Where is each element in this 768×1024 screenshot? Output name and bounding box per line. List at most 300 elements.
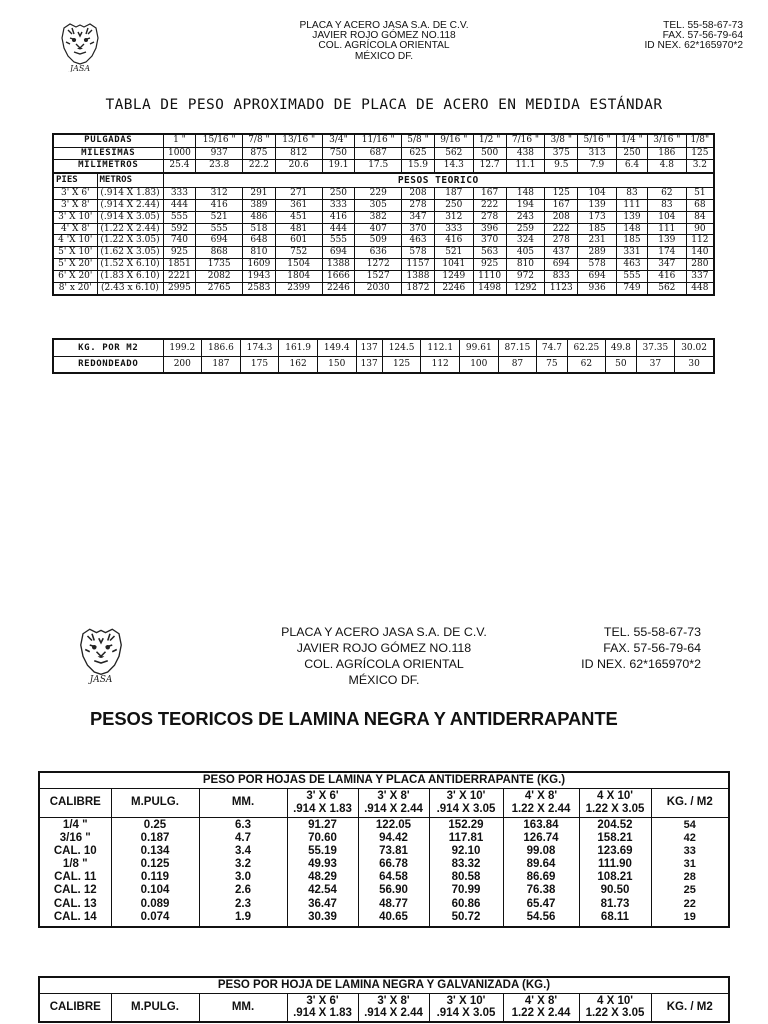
table-cell: 40.65 xyxy=(379,910,408,923)
table-cell: 50 xyxy=(606,356,636,373)
table-cell: 416 xyxy=(647,271,686,283)
row-label-pulgadas: PULGADAS xyxy=(53,134,163,147)
table-cell: 124.5 xyxy=(382,339,421,356)
table-cell: 48.77 xyxy=(379,897,408,910)
size-header xyxy=(287,993,358,1022)
table-cell: 62.25 xyxy=(567,339,606,356)
table-cell: 361 xyxy=(275,199,322,211)
size-header-line: 3' X 6' xyxy=(306,994,339,1007)
table-cell: 149.4 xyxy=(317,339,356,356)
table-cell: 62 xyxy=(567,356,606,373)
table-cell: 521 xyxy=(434,247,473,259)
table-cell: 312 xyxy=(434,211,473,223)
table-cell: 42 xyxy=(683,831,696,844)
table-cell: 60.86 xyxy=(451,897,481,910)
table-cell: 22.2 xyxy=(243,160,276,173)
table-cell: 1609 xyxy=(243,259,276,271)
table-cell: 83 xyxy=(617,187,648,199)
table-cell: 416 xyxy=(196,199,243,211)
table-cell: 687 xyxy=(355,147,402,160)
table-cell: 625 xyxy=(402,147,435,160)
table-cell: 518 xyxy=(243,223,276,235)
table-cell: 167 xyxy=(473,187,506,199)
table3-title: PESOS TEORICOS DE LAMINA NEGRA Y ANTIDERRAPANTE xyxy=(90,708,618,729)
table-cell: 185 xyxy=(578,223,617,235)
table-cell: 3.0 xyxy=(235,871,251,884)
table-cell: 1/8 " xyxy=(62,858,88,871)
table-cell: 33 xyxy=(683,844,696,857)
table-cell: 382 xyxy=(355,211,402,223)
table-cell: 51 xyxy=(686,187,714,199)
table-cell: 648 xyxy=(243,235,276,247)
table-cell: 4.7 xyxy=(235,831,251,844)
column-mm xyxy=(199,817,287,927)
pies-cell: 4 'X 10' xyxy=(53,235,97,247)
table-cell: 289 xyxy=(578,247,617,259)
table-cell: 108.21 xyxy=(597,871,633,884)
table-cell: 7.9 xyxy=(578,160,617,173)
pies-cell: 3' X 6' xyxy=(53,187,97,199)
table-cell: 194 xyxy=(506,199,545,211)
header-row-pulgadas xyxy=(53,134,714,147)
table-cell: 740 xyxy=(163,235,196,247)
table-cell: 333 xyxy=(322,199,355,211)
table-cell: 89.64 xyxy=(526,858,556,871)
table-cell: 0.089 xyxy=(140,897,170,910)
table-cell: 1292 xyxy=(506,283,545,295)
table-cell: 1666 xyxy=(322,271,355,283)
row-label-milesimas: MILESIMAS xyxy=(53,147,163,160)
row-kg xyxy=(53,339,714,356)
table-cell: 125 xyxy=(545,187,578,199)
table-cell: 243 xyxy=(506,211,545,223)
table-row xyxy=(53,223,714,235)
table-cell: 2399 xyxy=(275,283,322,295)
table-cell: 140 xyxy=(686,247,714,259)
size-header xyxy=(429,788,503,817)
table-cell: 76.38 xyxy=(526,884,556,897)
table-cell: 694 xyxy=(196,235,243,247)
size-header-line: .914 X 3.05 xyxy=(436,1007,496,1020)
table-row xyxy=(53,211,714,223)
table-cell: 416 xyxy=(322,211,355,223)
table-cell: 173 xyxy=(578,211,617,223)
table-cell: 463 xyxy=(402,235,435,247)
size-header xyxy=(503,788,579,817)
pies-cell: 5' X 20' xyxy=(53,259,97,271)
table-cell: 3/4" xyxy=(322,134,355,147)
table-cell: 11/16 " xyxy=(355,134,402,147)
table-cell: 333 xyxy=(163,187,196,199)
table-cell: 175 xyxy=(240,356,279,373)
table-cell: 437 xyxy=(545,247,578,259)
table-cell: 92.10 xyxy=(451,844,481,857)
table-cell: 2.3 xyxy=(235,897,251,910)
table-cell: 15/16 " xyxy=(196,134,243,147)
table-cell: 162 xyxy=(279,356,318,373)
company-tel: TEL. 55-58-67-73 xyxy=(603,625,701,639)
size-header-line: 4 X 10' xyxy=(597,994,633,1007)
table-cell: 812 xyxy=(275,147,322,160)
table-cell: 65.47 xyxy=(526,897,556,910)
table-cell: 1943 xyxy=(243,271,276,283)
table-cell: 749 xyxy=(617,283,648,295)
table-cell: 1388 xyxy=(322,259,355,271)
size-header-line: 1.22 X 3.05 xyxy=(585,802,645,815)
table-cell: 222 xyxy=(545,223,578,235)
tiger-logo-2 xyxy=(74,623,128,685)
size-header xyxy=(429,993,503,1022)
table-cell: 389 xyxy=(243,199,276,211)
size-header xyxy=(579,993,651,1022)
table-cell: 601 xyxy=(275,235,322,247)
pies-cell: 3' X 10' xyxy=(53,211,97,223)
size-header-line: 4' X 8' xyxy=(524,790,558,802)
company-colony: COL. AGRÍCOLA ORIENTAL xyxy=(318,40,450,52)
table-cell: 187 xyxy=(202,356,241,373)
table-cell: 91.27 xyxy=(308,818,337,831)
table-cell: 150 xyxy=(317,356,356,373)
table-cell: 1110 xyxy=(473,271,506,283)
table-cell: 370 xyxy=(402,223,435,235)
table-cell: 3.2 xyxy=(235,858,251,871)
company-fax: FAX. 57-56-79-64 xyxy=(662,30,743,42)
metros-cell: (2.43 x 6.10) xyxy=(97,283,163,295)
company-street: JAVIER ROJO GÓMEZ NO.118 xyxy=(312,30,456,42)
table-cell: 636 xyxy=(355,247,402,259)
table-cell: 68 xyxy=(686,199,714,211)
table-cell: 1272 xyxy=(355,259,402,271)
table-cell: 324 xyxy=(506,235,545,247)
size-header-line: .914 X 3.05 xyxy=(436,802,496,815)
table-cell: 448 xyxy=(686,283,714,295)
kg-per-m2-table xyxy=(52,338,715,374)
table-cell: 25.4 xyxy=(163,160,196,173)
table-cell: 305 xyxy=(355,199,402,211)
table-cell: 481 xyxy=(275,223,322,235)
size-header-line: 1.22 X 3.05 xyxy=(585,1007,645,1020)
table-cell: 337 xyxy=(686,271,714,283)
table-cell: 1123 xyxy=(545,283,578,295)
table-cell: 111 xyxy=(617,199,648,211)
row-redondeado xyxy=(53,356,714,373)
table-cell: 555 xyxy=(196,223,243,235)
pies-cell: 4' X 8' xyxy=(53,223,97,235)
table-cell: 810 xyxy=(506,259,545,271)
table-cell: 54 xyxy=(683,818,696,831)
table-cell: 562 xyxy=(434,147,473,160)
table-cell: 13/16 " xyxy=(275,134,322,147)
table-cell: 49.8 xyxy=(606,339,636,356)
table-cell: 125 xyxy=(382,356,421,373)
company-city: MÉXICO DF. xyxy=(354,50,414,62)
column-header: MM. xyxy=(199,993,287,1022)
table-row xyxy=(53,259,714,271)
table-cell: 0.104 xyxy=(140,884,170,897)
table-cell: 347 xyxy=(647,259,686,271)
table-row xyxy=(53,271,714,283)
table-cell: 1041 xyxy=(434,259,473,271)
company-city: MÉXICO DF. xyxy=(348,673,420,687)
table-cell: 99.08 xyxy=(526,844,556,857)
table-cell: 3.2 xyxy=(686,160,714,173)
size-header-line: 1.22 X 2.44 xyxy=(511,1007,571,1020)
table-cell: 2246 xyxy=(322,283,355,295)
table-cell: 30 xyxy=(675,356,714,373)
header-row-milesimas xyxy=(53,147,714,160)
table-cell: 66.78 xyxy=(379,858,408,871)
column-mpulg xyxy=(111,817,199,927)
table-cell: 1388 xyxy=(402,271,435,283)
size-header xyxy=(358,788,429,817)
table-row xyxy=(53,199,714,211)
table-cell: CAL. 14 xyxy=(53,910,97,923)
table-cell: 111 xyxy=(647,223,686,235)
table-cell: 868 xyxy=(196,247,243,259)
table-cell: 174 xyxy=(647,247,686,259)
svg-text:JASA: JASA xyxy=(69,64,91,72)
table-cell: 126.74 xyxy=(523,831,559,844)
table-cell: 694 xyxy=(545,259,578,271)
table-cell: 1527 xyxy=(355,271,402,283)
table-cell: 186 xyxy=(647,147,686,160)
table-cell: 1872 xyxy=(402,283,435,295)
size-header-line: 1.22 X 2.44 xyxy=(511,802,571,815)
company-tel: TEL. 55-58-67-73 xyxy=(663,20,743,31)
column-header: CALIBRE xyxy=(39,993,111,1022)
table-cell: 592 xyxy=(163,223,196,235)
table-cell: 152.29 xyxy=(448,818,484,831)
table-cell: 31 xyxy=(683,858,696,871)
table-cell: 37 xyxy=(636,356,675,373)
table-cell: 19 xyxy=(683,910,696,923)
table-cell: 555 xyxy=(617,271,648,283)
table-cell: 55.19 xyxy=(308,844,337,857)
antiskid-sheet-table xyxy=(38,771,730,928)
table-cell: 1/2 " xyxy=(473,134,506,147)
size-header-line: .914 X 2.44 xyxy=(364,802,423,815)
company-id-nex: ID NEX. 62*165970*2 xyxy=(581,657,701,671)
table-row xyxy=(53,247,714,259)
pies-cell: 3' X 8' xyxy=(53,199,97,211)
table-cell: 3.4 xyxy=(235,844,251,857)
metros-cell: (1.52 X 6.10) xyxy=(97,259,163,271)
table-cell: 9.5 xyxy=(545,160,578,173)
table-cell: 22 xyxy=(683,897,696,910)
header-row xyxy=(39,993,729,1022)
table-cell: 438 xyxy=(506,147,545,160)
table-cell: 1 " xyxy=(163,134,196,147)
column-kg xyxy=(651,817,729,927)
table-cell: 148 xyxy=(617,223,648,235)
table-cell: 2246 xyxy=(434,283,473,295)
table-cell: 555 xyxy=(322,235,355,247)
table-cell: CAL. 10 xyxy=(53,844,97,857)
table-cell: 80.58 xyxy=(451,871,481,884)
table-cell: 694 xyxy=(578,271,617,283)
table-cell: 0.119 xyxy=(140,871,170,884)
table-cell: 1249 xyxy=(434,271,473,283)
column-header: CALIBRE xyxy=(39,788,111,817)
metros-header: METROS xyxy=(97,173,163,188)
metros-cell: (.914 X 2.44) xyxy=(97,199,163,211)
table-cell: 48.29 xyxy=(308,871,337,884)
table-cell: 4.8 xyxy=(647,160,686,173)
table-cell: 444 xyxy=(322,223,355,235)
table-cell: 563 xyxy=(473,247,506,259)
table-cell: 104 xyxy=(578,187,617,199)
table-cell: 112 xyxy=(686,235,714,247)
table-cell: 185 xyxy=(617,235,648,247)
column-header: MM. xyxy=(199,788,287,817)
company-name: PLACA Y ACERO JASA S.A. DE C.V. xyxy=(299,20,469,31)
table-cell: 174.3 xyxy=(240,339,279,356)
company-contact-2 xyxy=(581,624,701,672)
size-header-line: 4' X 8' xyxy=(524,994,558,1007)
kg-m2-header: KG. / M2 xyxy=(651,788,729,817)
table-cell: 3/16 " xyxy=(59,831,91,844)
pies-cell: 6' X 20' xyxy=(53,271,97,283)
table-cell: 208 xyxy=(545,211,578,223)
table-cell: 694 xyxy=(322,247,355,259)
table-cell: 42.54 xyxy=(308,884,337,897)
column-v3 xyxy=(503,817,579,927)
table-cell: 937 xyxy=(196,147,243,160)
group-header-row xyxy=(53,173,714,188)
table-cell: 2995 xyxy=(163,283,196,295)
table-cell: 112 xyxy=(421,356,460,373)
table-cell: 111.90 xyxy=(598,858,632,871)
table-cell: 50.72 xyxy=(451,910,481,923)
table-cell: 30.02 xyxy=(675,339,714,356)
table-cell: 509 xyxy=(355,235,402,247)
table-cell: 158.21 xyxy=(597,831,633,844)
table-cell: 163.84 xyxy=(523,818,559,831)
column-header: M.PULG. xyxy=(111,788,199,817)
size-header-line: 3' X 8' xyxy=(377,994,410,1007)
table-cell: 204.52 xyxy=(597,818,633,831)
column-v0 xyxy=(287,817,358,927)
size-header xyxy=(287,788,358,817)
table-cell: 0.134 xyxy=(140,844,170,857)
table-cell: 9/16 " xyxy=(434,134,473,147)
table-cell: 250 xyxy=(434,199,473,211)
table-cell: 19.1 xyxy=(322,160,355,173)
pies-cell: 5' X 10' xyxy=(53,247,97,259)
table-cell: 278 xyxy=(473,211,506,223)
table-cell: 125 xyxy=(686,147,714,160)
table-cell: 28 xyxy=(683,871,696,884)
table-cell: 148 xyxy=(506,187,545,199)
table-cell: 278 xyxy=(545,235,578,247)
table-cell: 2.6 xyxy=(235,884,251,897)
row-label-redondeado: REDONDEADO xyxy=(53,356,163,373)
table-cell: 187 xyxy=(434,187,473,199)
table-cell: 1/8" xyxy=(686,134,714,147)
table-cell: 139 xyxy=(578,199,617,211)
table-cell: 5/16 " xyxy=(578,134,617,147)
size-header-line: 3' X 10' xyxy=(446,994,486,1007)
table-cell: 1/4 " xyxy=(617,134,648,147)
table-cell: 463 xyxy=(617,259,648,271)
tiger-logo xyxy=(56,20,104,72)
table-cell: CAL. 12 xyxy=(53,884,97,897)
table-cell: 347 xyxy=(402,211,435,223)
table-cell: 137 xyxy=(356,339,382,356)
table-cell: 11.1 xyxy=(506,160,545,173)
table-cell: 87 xyxy=(498,356,537,373)
table-cell: 208 xyxy=(402,187,435,199)
table-cell: 0.125 xyxy=(140,858,170,871)
table-cell: 99.61 xyxy=(460,339,499,356)
table-cell: 186.6 xyxy=(202,339,241,356)
metros-cell: (.914 X 3.05) xyxy=(97,211,163,223)
table-cell: 139 xyxy=(647,235,686,247)
table-cell: 12.7 xyxy=(473,160,506,173)
table-cell: 64.58 xyxy=(379,871,408,884)
svg-text:JASA: JASA xyxy=(89,675,113,685)
table-cell: 925 xyxy=(473,259,506,271)
pies-header: PIES xyxy=(53,173,97,188)
size-header-line: .914 X 1.83 xyxy=(293,1007,352,1020)
table-cell: 112.1 xyxy=(421,339,460,356)
table-cell: 451 xyxy=(275,211,322,223)
table-cell: 925 xyxy=(163,247,196,259)
metros-cell: (1.22 X 3.05) xyxy=(97,235,163,247)
table-cell: 117.81 xyxy=(448,831,484,844)
table-cell: 1504 xyxy=(275,259,322,271)
tiger-logo-icon xyxy=(74,623,128,685)
company-name: PLACA Y ACERO JASA S.A. DE C.V. xyxy=(281,625,487,639)
table-cell: 17.5 xyxy=(355,160,402,173)
table-cell: 70.60 xyxy=(308,831,337,844)
table-body-row xyxy=(39,817,729,927)
table-cell: 750 xyxy=(322,147,355,160)
table-cell: 68.11 xyxy=(600,910,630,923)
table-cell: 333 xyxy=(434,223,473,235)
metros-cell: (1.83 X 6.10) xyxy=(97,271,163,283)
table-cell: 3/8 " xyxy=(545,134,578,147)
table-cell: 972 xyxy=(506,271,545,283)
company-street: JAVIER ROJO GÓMEZ NO.118 xyxy=(296,641,472,655)
table-cell: 137 xyxy=(356,356,382,373)
table-cell: 500 xyxy=(473,147,506,160)
caption-row xyxy=(39,977,729,993)
table-cell: 37.35 xyxy=(636,339,675,356)
table-cell: 2765 xyxy=(196,283,243,295)
table-row xyxy=(53,283,714,295)
table-cell: 3/16 " xyxy=(647,134,686,147)
table-cell: 83.32 xyxy=(451,858,481,871)
size-header-line: 3' X 6' xyxy=(306,790,339,802)
table-cell: 250 xyxy=(322,187,355,199)
company-id-nex: ID NEX. 62*165970*2 xyxy=(644,40,743,52)
company-address-2 xyxy=(254,624,514,688)
table-cell: 25 xyxy=(683,884,696,897)
table-cell: 74.7 xyxy=(537,339,567,356)
table-cell: 1/4 " xyxy=(62,818,88,831)
table-cell: 0.25 xyxy=(143,818,167,831)
table-cell: 94.42 xyxy=(379,831,408,844)
table-cell: 5/8 " xyxy=(402,134,435,147)
table-cell: 1498 xyxy=(473,283,506,295)
table-cell: 14.3 xyxy=(434,160,473,173)
table1-title: TABLA DE PESO APROXIMADO DE PLACA DE ACERO EN MEDIDA ESTÁNDAR xyxy=(105,97,663,113)
table-cell: 1804 xyxy=(275,271,322,283)
table-cell: 1735 xyxy=(196,259,243,271)
table-cell: 231 xyxy=(578,235,617,247)
table-cell: 562 xyxy=(647,283,686,295)
